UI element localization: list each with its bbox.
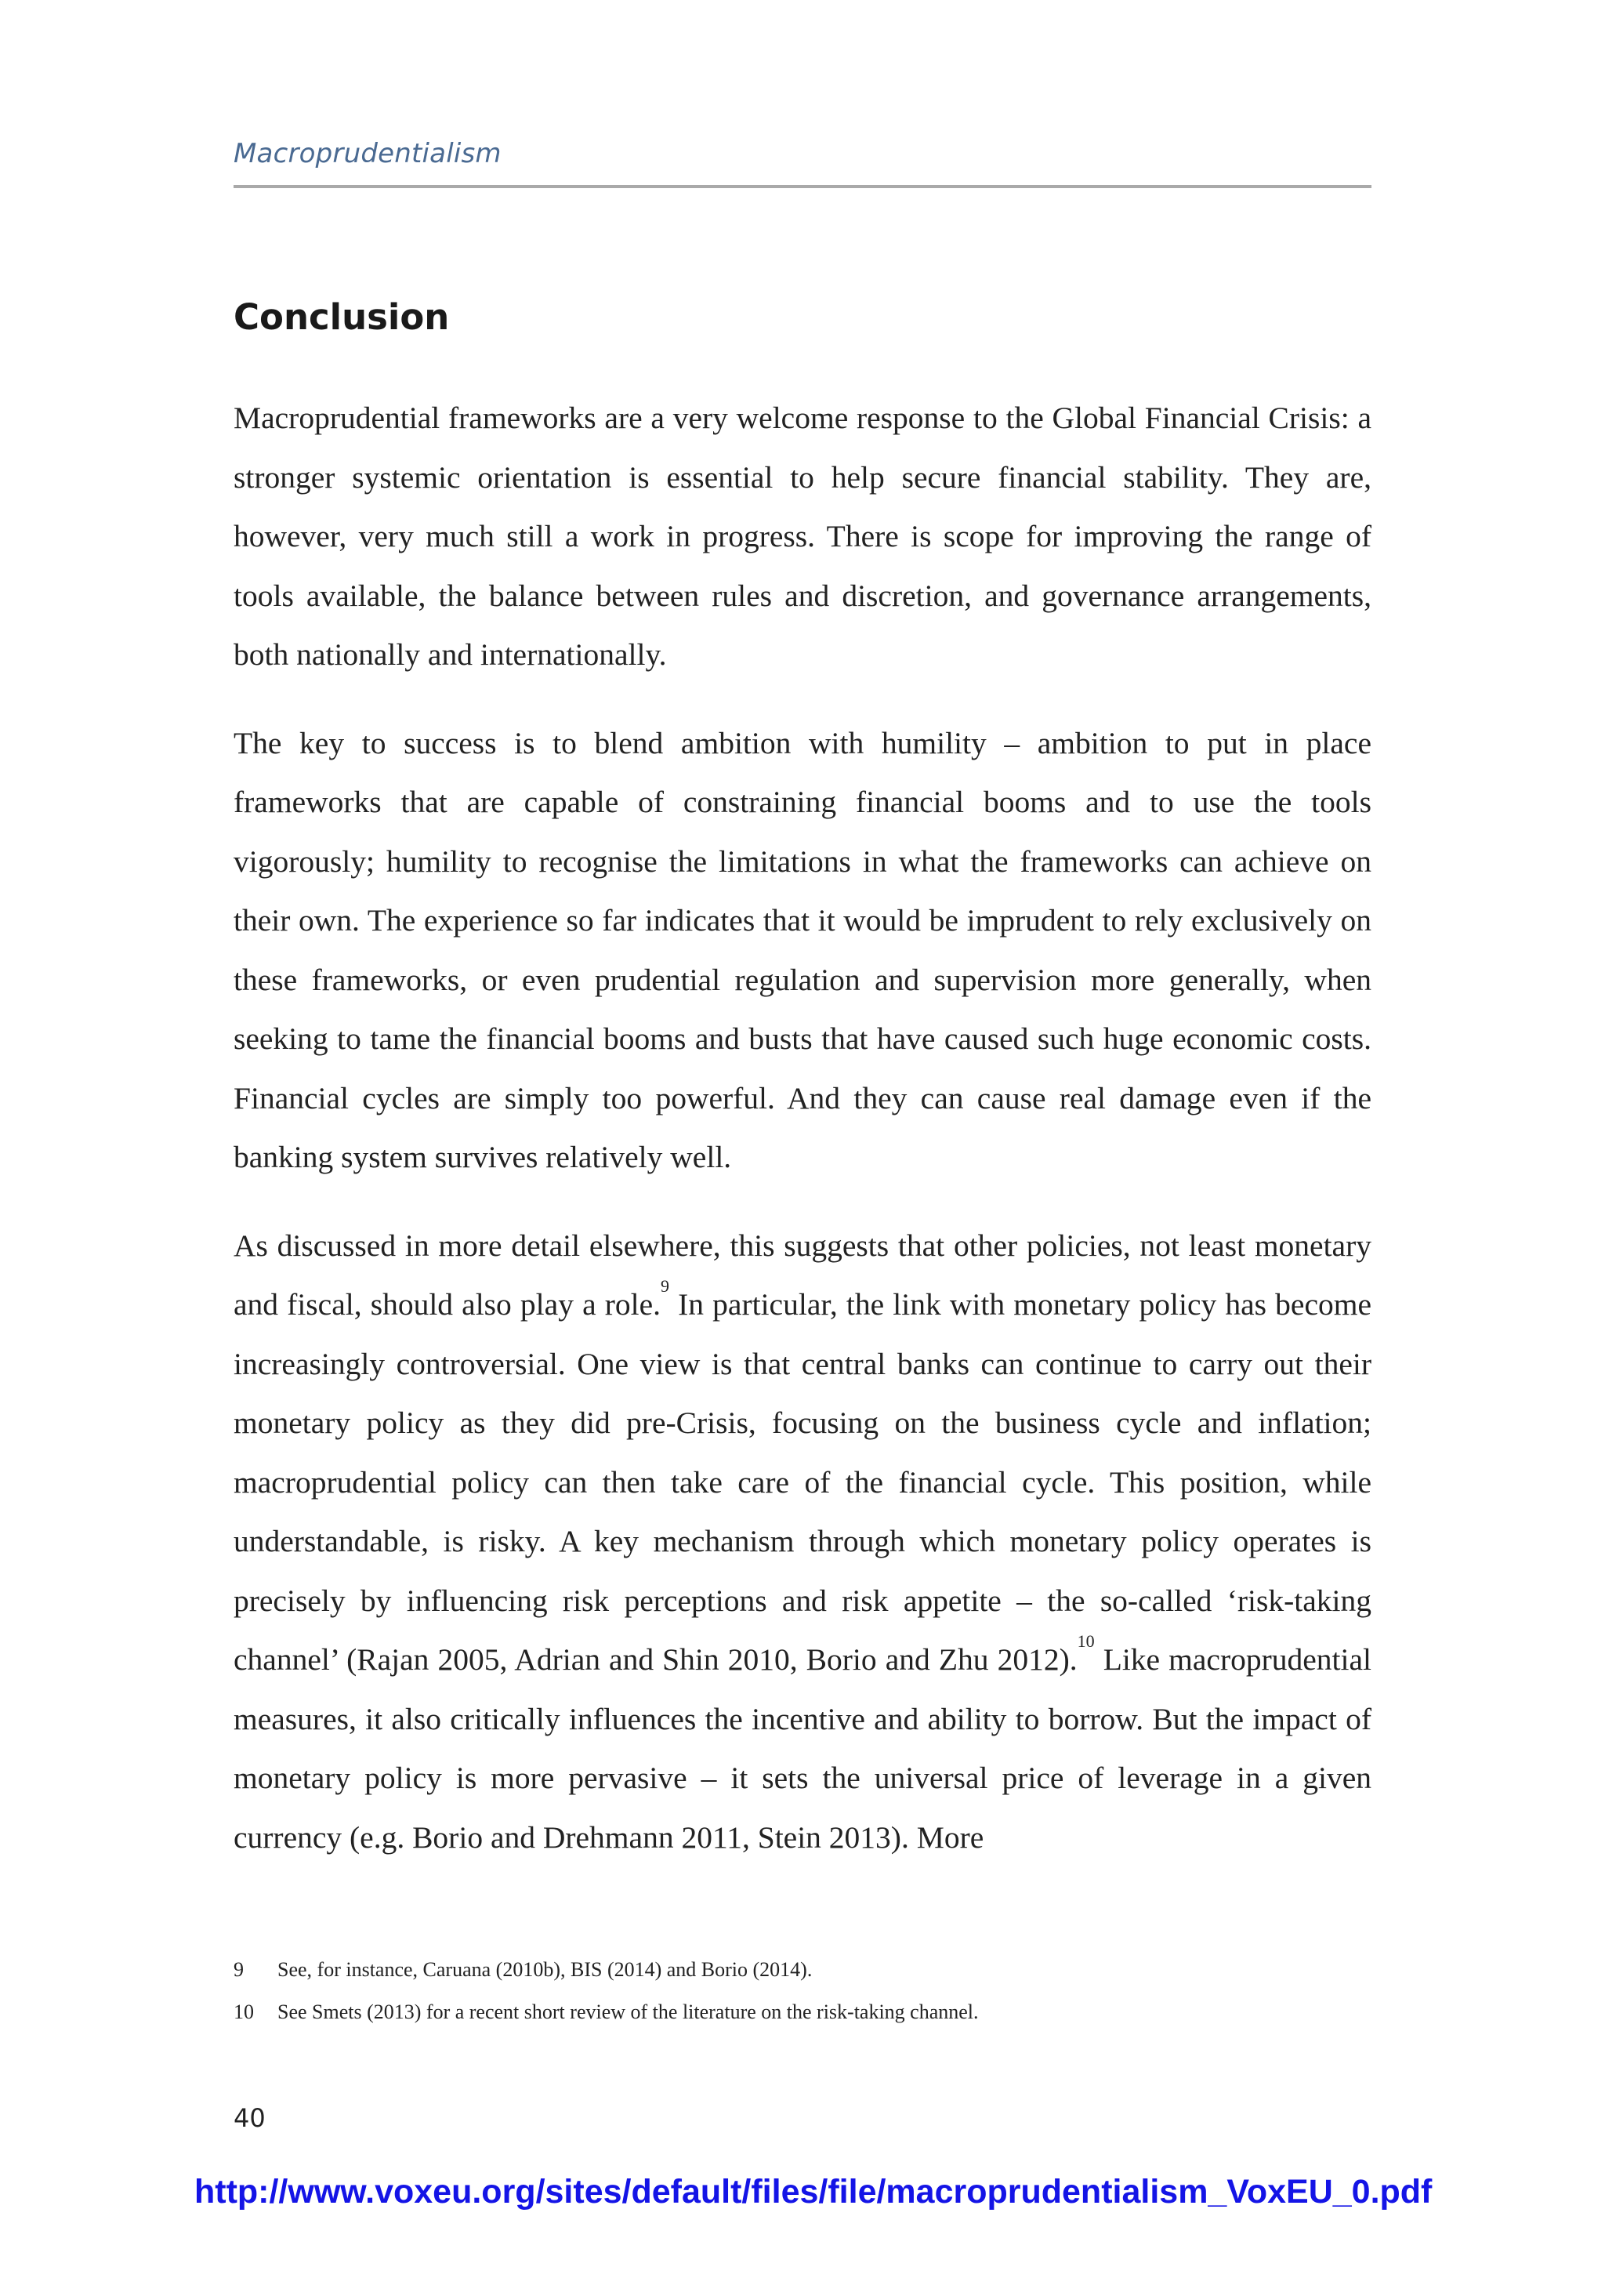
paragraph-3-part-3: Like macroprudential measures, it also critically influences the incentive and ability to borrow. But the impact of monetary policy is more pervasive – it sets the universal price of leverage in a given currency (e.g. Borio and Drehmann 2011, Stein 2013). More xyxy=(234,1642,1372,1855)
paragraph-1: Macroprudential frameworks are a very welcome response to the Global Financial Crisis: a stronger systemic orientation is essential to help secure financial stability. They are, however, very much still a work in progress. There is scope for improving the range of tools available, the balance between rules and discretion, and governance arrangements, both nationally and internationally. xyxy=(234,401,1371,672)
header-divider xyxy=(234,185,1371,188)
footnote-number: 10 xyxy=(234,2000,254,2023)
footnote-9 xyxy=(234,1949,1371,1991)
body-text xyxy=(234,389,1371,1896)
footnote-text: See Smets (2013) for a recent short review of the literature on the risk-taking channel. xyxy=(277,2000,979,2023)
paragraph-3-part-1: As discussed in more detail elsewhere, this suggests that other policies, not least monetary and fiscal, should also play a role. xyxy=(234,1228,1371,1322)
paragraph-2: The key to success is to blend ambition with humility – ambition to put in place frameworks that are capable of constraining financial booms and to use the tools vigorously; humility to recognise the limitations in what the frameworks can achieve on their own. The experience so far indicates that it would be imprudent to rely exclusively on these frameworks, or even prudential regulation and supervision more generally, when seeking to tame the financial booms and busts that have caused such huge economic costs. Financial cycles are simply too powerful. And they can cause real damage even if the banking system survives relatively well. xyxy=(234,725,1371,1174)
paragraph-3 xyxy=(234,1217,1371,1868)
paragraph-3-part-2: In particular, the link with monetary policy has become increasingly controversial. One view is that central banks can continue to carry out their monetary policy as they did pre-Crisis, focusing on the business cycle and inflation; macroprudential policy can then take care of the financial cycle. This position, while understandable, is risky. A key mechanism through which monetary policy operates is precisely by influencing risk perceptions and risk appetite – the so-called ‘risk-taking channel’ (Rajan 2005, Adrian and Shin 2010, Borio and Zhu 2012). xyxy=(234,1287,1371,1677)
page-number: 40 xyxy=(234,2103,266,2133)
footnote-text: See, for instance, Caruana (2010b), BIS (2014) and Borio (2014). xyxy=(277,1958,813,1981)
footnote-ref-9[interactable]: 9 xyxy=(661,1275,670,1296)
footnotes xyxy=(234,1949,1371,2033)
footnote-10 xyxy=(234,1991,1371,2033)
footnote-number: 9 xyxy=(234,1958,244,1981)
running-head-title: Macroprudentialism xyxy=(234,138,502,169)
source-url-link[interactable]: http://www.voxeu.org/sites/default/files/file/macroprudentialism_VoxEU_0.pdf xyxy=(194,2173,1433,2211)
section-title: Conclusion xyxy=(234,296,450,338)
footnote-ref-10[interactable]: 10 xyxy=(1077,1630,1095,1651)
